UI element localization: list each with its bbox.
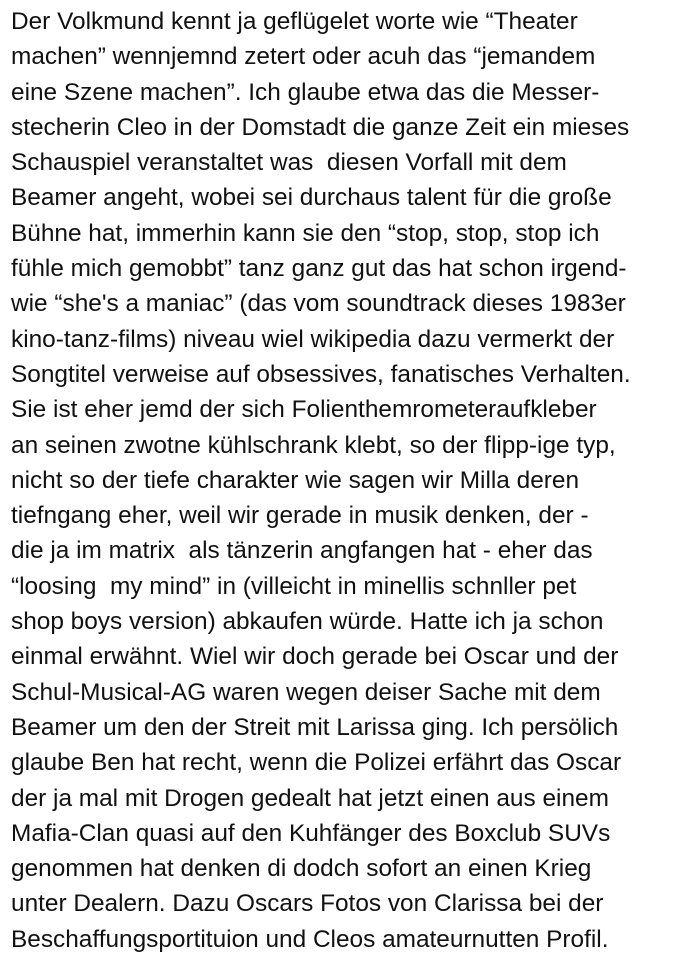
text-line: nicht so der tiefe charakter wie sagen wir Milla deren bbox=[11, 466, 580, 494]
text-line: Schauspiel veranstaltet was diesen Vorfall mit dem bbox=[11, 149, 567, 177]
text-line: Beschaffungsportituion und Cleos amateurnutten Profil. bbox=[11, 925, 609, 953]
document-page bbox=[11, 4, 681, 957]
text-line: eine Szene machen”. Ich glaube etwa das die Messer- bbox=[11, 78, 600, 106]
text-line: stecherin Cleo in der Domstadt die ganze Zeit ein mieses bbox=[11, 113, 630, 141]
text-line: “loosing my mind” in (villeicht in minellis schnller pet bbox=[11, 572, 577, 600]
text-line: unter Dealern. Dazu Oscars Fotos von Clarissa bei der bbox=[11, 890, 604, 918]
text-line: Bühne hat, immerhin kann sie den “stop, stop, stop ich bbox=[11, 219, 600, 247]
text-line: einmal erwähnt. Wiel wir doch gerade bei Oscar und der bbox=[11, 643, 619, 671]
text-line: der ja mal mit Drogen gedealt hat jetzt einen aus einem bbox=[11, 784, 609, 812]
text-line: glaube Ben hat recht, wenn die Polizei erfährt das Oscar bbox=[11, 749, 622, 777]
text-line: Der Volkmund kennt ja geflügelet worte wie “Theater bbox=[11, 8, 578, 35]
text-line: Schul-Musical-AG waren wegen deiser Sache mit dem bbox=[11, 678, 601, 706]
text-line: Songtitel verweise auf obsessives, fanatisches Verhalten. bbox=[11, 360, 631, 388]
text-line: Sie ist eher jemd der sich Folienthemrometeraufkleber bbox=[11, 396, 597, 424]
text-line: machen” wennjemnd zetert oder acuh das “jemandem bbox=[11, 43, 596, 71]
text-line: shop boys version) abkaufen würde. Hatte ich ja schon bbox=[11, 608, 604, 636]
text-line: tiefngang eher, weil wir gerade in musik denken, der - bbox=[11, 502, 589, 530]
text-line: an seinen zwotne kühlschrank klebt, so der flipp-ige typ, bbox=[11, 431, 616, 459]
text-line: genommen hat denken di dodch sofort an einen Krieg bbox=[11, 855, 592, 883]
text-line: die ja im matrix als tänzerin angfangen hat - eher das bbox=[11, 537, 593, 565]
text-line: wie “she's a maniac” (das vom soundtrack dieses 1983er bbox=[11, 290, 626, 318]
text-line: Mafia-Clan quasi auf den Kuhfänger des Boxclub SUVs bbox=[11, 819, 611, 847]
text-line: kino-tanz-films) niveau wiel wikipedia dazu vermerkt der bbox=[11, 325, 615, 353]
text-line: fühle mich gemobbt” tanz ganz gut das hat schon irgend- bbox=[11, 255, 627, 283]
text-line: Beamer angeht, wobei sei durchaus talent für die große bbox=[11, 184, 612, 212]
text-line: Beamer um den der Streit mit Larissa ging. Ich persölich bbox=[11, 713, 619, 741]
